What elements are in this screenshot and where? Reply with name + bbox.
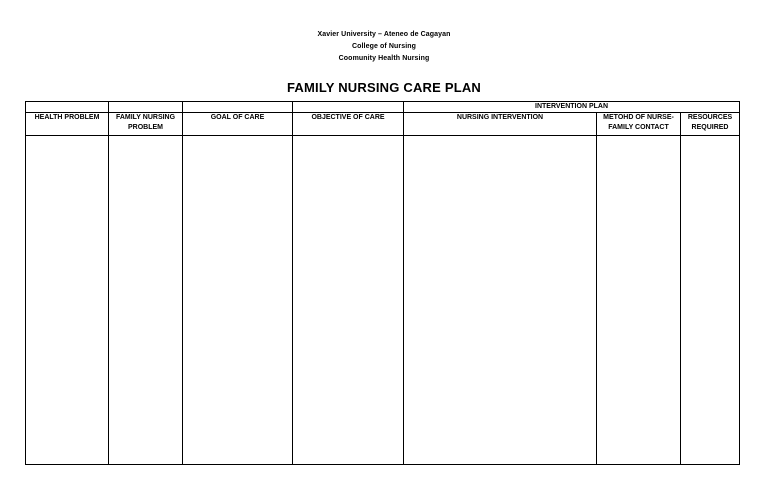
intervention-plan-header: INTERVENTION PLAN xyxy=(404,102,740,113)
resources-required-cell[interactable] xyxy=(681,136,740,465)
method-of-contact-cell[interactable] xyxy=(597,136,681,465)
family-nursing-problem-cell[interactable] xyxy=(109,136,183,465)
care-plan-table xyxy=(25,101,740,465)
col-resources-required: RESOURCES REQUIRED xyxy=(681,113,740,136)
goal-of-care-cell[interactable] xyxy=(183,136,293,465)
col-nursing-intervention: NURSING INTERVENTION xyxy=(404,113,597,136)
nursing-intervention-cell[interactable] xyxy=(404,136,597,465)
col-family-nursing-problem: FAMILY NURSING PROBLEM xyxy=(109,113,183,136)
objective-of-care-cell[interactable] xyxy=(293,136,404,465)
table-row xyxy=(26,136,740,465)
college-name: College of Nursing xyxy=(351,43,417,50)
blank-header-cell xyxy=(293,102,404,113)
group-header-row xyxy=(26,102,740,113)
university-name: Xavier University – Ateneo de Cagayan xyxy=(317,31,451,38)
col-objective-of-care: OBJECTIVE OF CARE xyxy=(293,113,404,136)
col-method-of-contact: METOHD OF NURSE-FAMILY CONTACT xyxy=(597,113,681,136)
document-header xyxy=(0,29,768,65)
col-health-problem: HEALTH PROBLEM xyxy=(26,113,109,136)
page-title: FAMILY NURSING CARE PLAN xyxy=(286,80,482,95)
blank-header-cell xyxy=(183,102,293,113)
column-header-row xyxy=(26,113,740,136)
health-problem-cell[interactable] xyxy=(26,136,109,465)
department-name: Coomunity Health Nursing xyxy=(338,55,430,62)
blank-header-cell xyxy=(26,102,109,113)
col-goal-of-care: GOAL OF CARE xyxy=(183,113,293,136)
blank-header-cell xyxy=(109,102,183,113)
